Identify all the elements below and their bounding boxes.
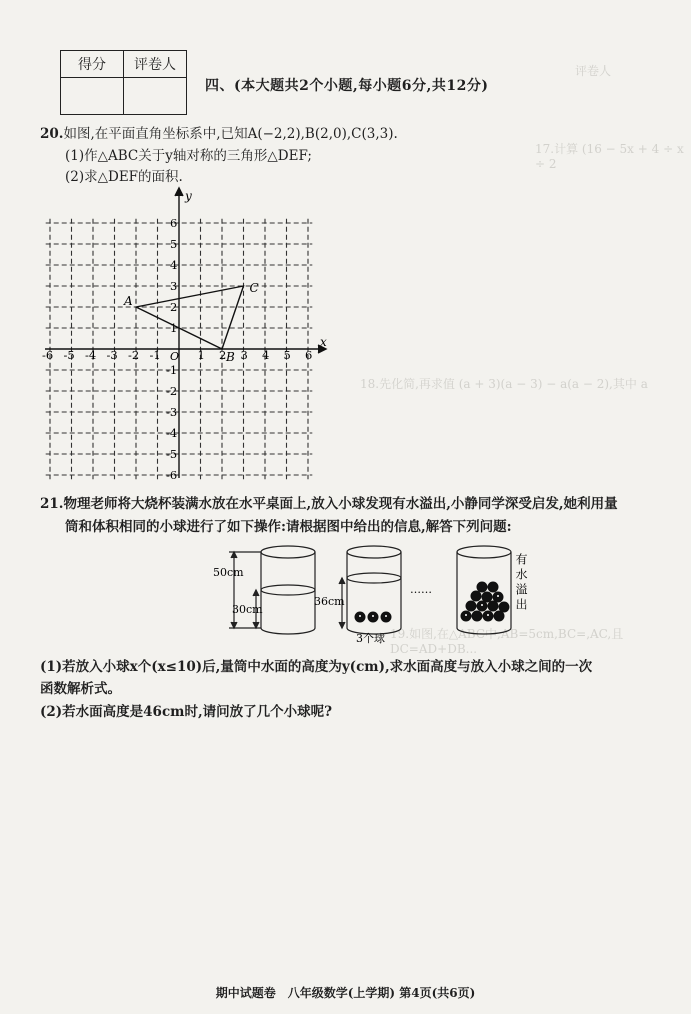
y-tick-label: 5 xyxy=(170,237,178,251)
x-tick-label: -6 xyxy=(42,348,54,362)
q20-number: 20. xyxy=(40,126,64,142)
label-30cm: 30cm xyxy=(232,603,263,616)
bleed-text-d: 19.如图,在△ABC中,AB=5cm,BC=,AC,且DC=AD+DB... xyxy=(390,627,624,656)
q20-stem: 如图,在平面直角坐标系中,已知A(−2,2),B(2,0),C(3,3). xyxy=(63,126,398,142)
x-tick-label: 6 xyxy=(305,348,313,362)
many-balls xyxy=(461,582,509,621)
y-tick-label: -4 xyxy=(166,426,178,440)
cylinder-empty xyxy=(261,546,315,634)
grader-header: 评卷人 xyxy=(124,51,187,78)
water-surface-1 xyxy=(261,585,315,595)
score-header: 得分 xyxy=(61,51,124,78)
bleed-text-a: 评卷人 xyxy=(575,64,612,78)
x-tick-label: -3 xyxy=(106,348,118,362)
q21-text-1: 物理老师将大烧杯装满水放在水平桌面上,放入小球发现有水溢出,小静同学深受启发,她利用量 xyxy=(63,496,618,512)
section-title: 四、(本大题共2个小题,每小题6分,共12分) xyxy=(205,78,489,94)
label-50cm: 50cm xyxy=(213,566,244,579)
x-tick-label: 3 xyxy=(240,348,248,362)
bleed-text-c: 18.先化简,再求值 (a + 3)(a − 3) − a(a − 2),其中 a xyxy=(360,377,648,391)
ellipsis-dots: …… xyxy=(410,583,432,596)
x-tick-label: 1 xyxy=(197,348,205,362)
point-label-c: C xyxy=(249,281,259,295)
y-tick-label: 4 xyxy=(170,258,178,272)
q21-number: 21. xyxy=(40,496,64,512)
three-balls xyxy=(355,612,391,622)
point-label-a: A xyxy=(124,294,133,308)
y-tick-label: -6 xyxy=(166,468,178,482)
x-tick-label: -4 xyxy=(85,348,97,362)
q20-part1: (1)作△ABC关于y轴对称的三角形△DEF; xyxy=(65,148,312,164)
x-axis-label: x xyxy=(320,335,327,349)
water-surface-2 xyxy=(347,573,401,583)
y-tick-label: 1 xyxy=(170,321,178,335)
q21-line2: 筒和体积相同的小球进行了如下操作:请根据图中给出的信息,解答下列问题: xyxy=(65,519,512,535)
q21-part1-b: 函数解析式。 xyxy=(40,681,121,697)
x-tick-label: -2 xyxy=(128,348,140,362)
x-tick-label: 5 xyxy=(283,348,291,362)
overflow-label: 有水溢出 xyxy=(514,553,528,613)
y-tick-label: -1 xyxy=(166,363,178,377)
caption-three-balls: 3个球 xyxy=(356,632,385,645)
q21-part1-a: (1)若放入小球x个(x≤10)后,量筒中水面的高度为y(cm),求水面高度与放入小球之间的一次 xyxy=(40,659,593,675)
page-footer: 期中试题卷 八年级数学(上学期) 第4页(共6页) xyxy=(215,986,476,1000)
y-tick-label: 6 xyxy=(170,216,178,230)
bleed-text-b: 17.计算 (16 − 5x + 4 ÷ x ÷ 2 xyxy=(535,142,684,171)
q21-part2: (2)若水面高度是46cm时,请问放了几个小球呢? xyxy=(40,704,333,720)
q20-part2: (2)求△DEF的面积. xyxy=(65,169,183,185)
x-tick-label: 2 xyxy=(219,348,227,362)
label-36cm: 36cm xyxy=(314,595,345,608)
y-axis-label: y xyxy=(185,189,192,203)
y-tick-label: 2 xyxy=(170,300,178,314)
x-tick-label: -5 xyxy=(63,348,75,362)
x-tick-label: -1 xyxy=(149,348,161,362)
y-tick-label: -2 xyxy=(166,384,178,398)
point-label-b: B xyxy=(226,350,235,364)
y-tick-label: -5 xyxy=(166,447,178,461)
origin-label: O xyxy=(170,350,180,363)
y-tick-label: -3 xyxy=(166,405,178,419)
y-tick-label: 3 xyxy=(170,279,178,293)
x-tick-label: 4 xyxy=(262,348,270,362)
